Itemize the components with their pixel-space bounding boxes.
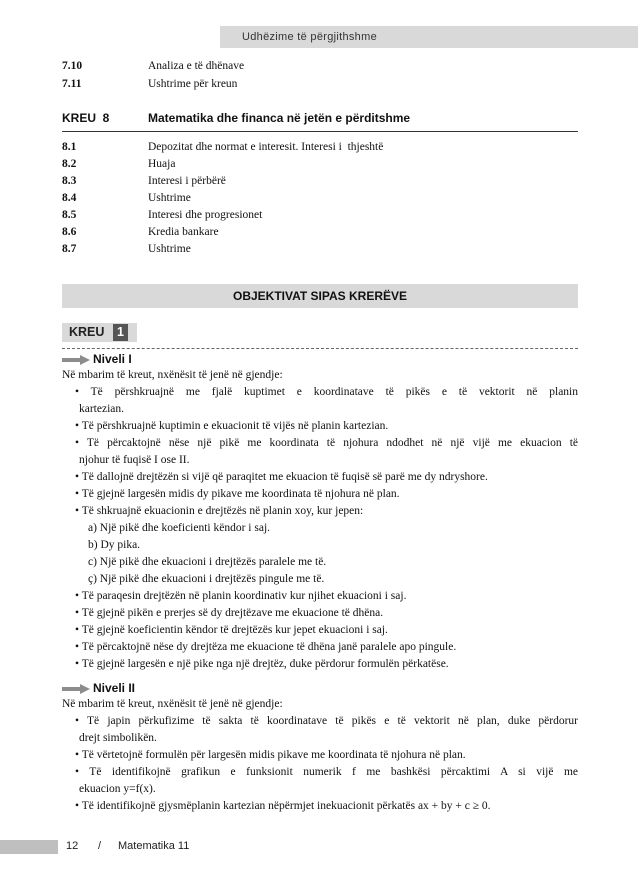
bullet-continuation: drejt simbolikën. [79,732,157,744]
book-title: Matematika 11 [118,840,190,852]
toc-number: 8.1 [62,141,77,153]
sub-item: a) Një pikë dhe koeficienti këndor i saj. [88,522,271,534]
toc-title: Interesi dhe progresionet [148,209,263,221]
footer-separator: / [98,840,102,852]
bullet-line: • Të japin përkufizime të sakta të koordinatave të pikës e të vektorit në plan, duke përdorur [75,715,578,727]
chapter-badge [62,323,137,342]
toc-number: 8.2 [62,158,77,170]
toc-number: 8.7 [62,243,77,255]
bullet-line: • Të gjejnë koeficientin këndor të drejtëzës kur jepet ekuacioni i saj. [75,624,388,636]
footer-bar [0,840,58,854]
bullet-line: • Të gjejnë largesën e një pike nga një drejtëz, duke përdorur formulën përkatëse. [75,658,449,670]
level-label: Niveli II [93,681,136,695]
chapter-label: KREU 8 [62,111,110,125]
paragraph-line: Në mbarim të kreut, nxënësit të jenë në gjendje: [62,369,283,381]
chapter-title: Matematika dhe financa në jetën e përditshme [148,111,411,125]
toc-title: Ushtrime [148,192,191,204]
toc-title: Interesi i përbërë [148,175,226,187]
toc-title: Huaja [148,158,176,170]
running-header-title: Udhëzime të përgjithshme [242,31,377,43]
toc-number: 8.3 [62,175,77,187]
bullet-line: • Të paraqesin drejtëzën në planin koordinativ kur njihet ekuacioni i saj. [75,590,407,602]
toc-title: Ushtrime për kreun [148,78,238,90]
chapter-heading [62,109,578,132]
bullet-line: • Të gjejnë pikën e prerjes së dy drejtëzave me ekuacione të dhëna. [75,607,384,619]
page-number: 12 [66,840,79,852]
toc-number: 8.4 [62,192,77,204]
objectives-banner [62,284,578,308]
toc-title: Ushtrime [148,243,191,255]
bullet-continuation: njohur të fuqisë I ose II. [79,454,190,466]
sub-item: ç) Një pikë dhe ekuacioni i drejtëzës pingule me të. [88,573,325,585]
running-header [220,26,638,48]
bullet-line: • Të përcaktojnë nëse një pikë me koordinata të njohura ndodhet në një vijë me ekuacion të [75,437,578,449]
toc-title: Depozitat dhe normat e interesit. Interesi i thjeshtë [148,141,384,153]
bullet-line: • Të shkruajnë ekuacionin e drejtëzës në planin xoy, kur jepen: [75,505,364,517]
toc-number: 8.5 [62,209,77,221]
bullet-line: • Të përcaktojnë nëse dy drejtëza me ekuacione të dhëna janë paralele apo pingule. [75,641,457,653]
sub-item: c) Një pikë dhe ekuacioni i drejtëzës paralele me të. [88,556,327,568]
chapter-badge-label: KREU [69,325,105,339]
paragraph-line: Në mbarim të kreut, nxënësit të jenë në gjendje: [62,698,283,710]
arrow-right-icon [62,684,90,694]
bullet-line: • Të gjejnë largesën midis dy pikave me koordinata të njohura në plan. [75,488,400,500]
level-label: Niveli I [93,352,132,366]
sub-item: b) Dy pika. [88,539,141,551]
bullet-continuation: ekuacion y=f(x). [79,783,156,795]
bullet-line: • Të dallojnë drejtëzën si vijë që paraqitet me ekuacion të fuqisë së parë me dy ndryshore. [75,471,488,483]
bullet-line: • Të përshkruajnë kuptimin e ekuacionit të vijës në planin kartezian. [75,420,389,432]
toc-number: 7.11 [62,78,82,90]
arrow-right-icon [62,355,90,365]
chapter-badge-number: 1 [113,324,128,341]
bullet-line: • Të identifikojnë grafikun e funksionit numerik f me bashkësi përcaktimi A si vijë me [75,766,578,778]
bullet-line: • Të vërtetojnë formulën për largesën midis pikave me koordinata të njohura në plan. [75,749,466,761]
toc-number: 8.6 [62,226,77,238]
bullet-line: • Të identifikojnë gjysmëplanin kartezian nëpërmjet inekuacionit përkatës ax + by + c ≥ 0. [75,800,491,812]
bullet-continuation: kartezian. [79,403,125,415]
objectives-title: OBJEKTIVAT SIPAS KRERËVE [232,289,408,303]
toc-title: Analiza e të dhënave [148,60,245,72]
bullet-line: • Të përshkruajnë me fjalë kuptimet e koordinatave të pikës e të vektorit në planin [75,386,578,398]
dashed-divider [62,348,578,349]
toc-number: 7.10 [62,60,83,72]
toc-title: Kredia bankare [148,226,219,238]
